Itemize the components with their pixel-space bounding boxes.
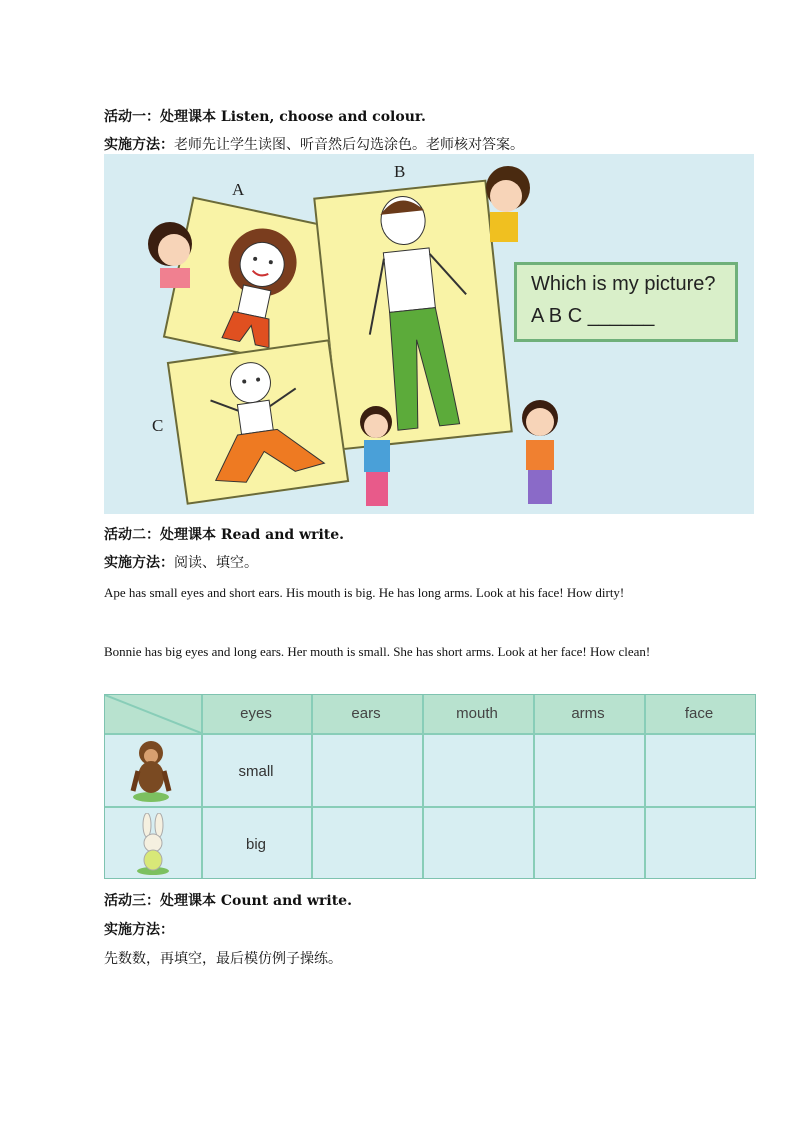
activity2-title: 活动二：处理课本 Read and write. — [104, 527, 345, 543]
poster-c — [167, 339, 349, 504]
question-text: Which is my picture? — [531, 273, 716, 295]
activity3-title: 活动三：处理课本 Count and write. — [104, 893, 352, 909]
ape-icon — [129, 737, 173, 803]
activity2-method-text: 阅读、填空。 — [174, 555, 258, 571]
activity3-method-text: 先数数，再填空，最后模仿例子操练。 — [104, 951, 342, 967]
activity1-method — [104, 134, 524, 154]
activity2-method-label: 实施方法： — [104, 555, 174, 571]
boy-standing-icon — [500, 396, 580, 512]
question-choices: A B C ______ — [531, 305, 655, 327]
header-mouth: mouth — [456, 705, 498, 722]
activity3-method-label: 实施方法： — [104, 922, 174, 938]
cell-ape-eyes: small — [238, 763, 274, 780]
activity1-method-label: 实施方法： — [104, 137, 174, 153]
paragraph-ape: Ape has small eyes and short ears. His mouth is big. He has long arms. Look at his face! How dirty! — [104, 585, 625, 600]
header-ears: ears — [351, 705, 381, 722]
activity1-method-text: 老师先让学生读图、听音然后勾选涂色。老师核对答案。 — [174, 137, 524, 153]
header-arms: arms — [571, 705, 605, 722]
girl-standing-icon — [340, 404, 410, 514]
header-eyes: eyes — [240, 705, 272, 722]
boy-peeking-icon — [472, 160, 542, 250]
rabbit-icon — [133, 813, 173, 875]
label-b: B — [394, 162, 406, 181]
question-box — [514, 262, 738, 342]
textbook-illustration — [104, 154, 754, 514]
label-a: A — [232, 180, 245, 199]
activity1-title: 活动一：处理课本 Listen, choose and colour. — [104, 109, 426, 125]
diagonal-header-cell — [105, 695, 201, 733]
girl-peeking-icon — [134, 214, 204, 294]
cell-rabbit-eyes: big — [245, 836, 267, 853]
activity2-method — [104, 552, 258, 572]
paragraph-bonnie: Bonnie has big eyes and long ears. Her mouth is small. She has short arms. Look at her face! How clean! — [104, 644, 651, 659]
boy-drawing-icon — [169, 342, 347, 503]
header-face: face — [684, 705, 714, 722]
label-c: C — [152, 416, 164, 435]
read-and-write-table — [104, 694, 756, 879]
